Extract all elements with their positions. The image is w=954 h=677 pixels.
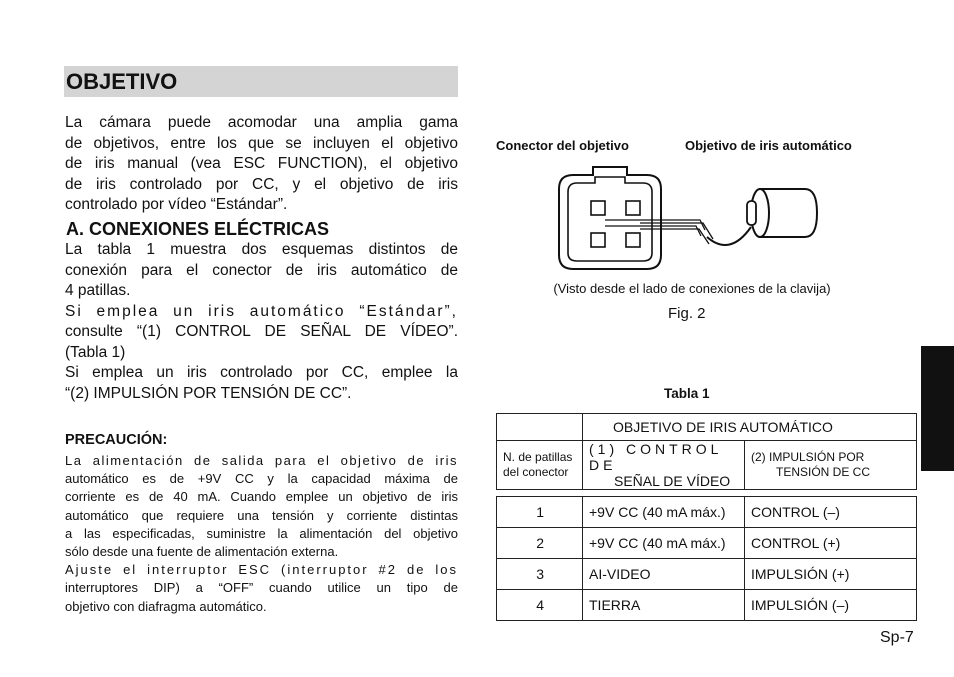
connector-label: Conector del objetivo [496,138,629,153]
pin-column-header [497,441,583,490]
caution-line: interruptores DIP) a “OFF” cuando utilice un tipo de [65,580,458,596]
caution-line: La alimentación de salida para el objetivo de iris [65,453,458,468]
connector-diagram [555,165,825,277]
connector-outline [559,167,661,269]
table-group-header-row [497,414,917,441]
connection-table [496,413,917,621]
pin-3 [591,233,605,247]
table-row [497,497,917,528]
intro-paragraph [65,113,458,216]
intro-line: de iris controlado por CC, y el objetivo de iris [65,175,458,193]
intro-line: La cámara puede acomodar una amplia gama [65,114,458,131]
lens-plug [747,201,756,225]
table-gap-row [497,490,917,497]
table-row [497,590,917,621]
pin-header-line: N. de patillas [503,450,573,464]
intro-line: controlado por vídeo “Estándar”. [65,196,288,213]
drive-value: CONTROL (–) [745,497,917,528]
control-header-line: SEÑAL DE VÍDEO [614,473,731,489]
drive-header-line: (2) IMPULSIÓN POR [751,450,865,464]
connections-line: Si emplea un iris controlado por CC, emplee la [65,364,458,381]
connections-paragraph [65,240,458,404]
connections-line: conexión para el conector de iris automático de [65,261,458,279]
table-title: Tabla 1 [664,386,710,401]
drive-value: CONTROL (+) [745,528,917,559]
drive-column-header [745,441,917,490]
caution-heading: PRECAUCIÓN: [65,432,168,448]
caution-line: automático es de +9V CC y la capacidad máxima de [65,471,458,487]
connections-line: Si emplea un iris automático “Estándar”, [65,302,458,320]
figure-caption: (Visto desde el lado de conexiones de la clavija) [553,281,831,296]
page-number: Sp-7 [880,629,914,646]
table-group-header: OBJETIVO DE IRIS AUTOMÁTICO [583,414,917,441]
table-row [497,559,917,590]
caution-line: objetivo con diafragma automático. [65,598,267,614]
table-column-header-row [497,441,917,490]
caution-line: corriente es de 40 mA. Cuando emplee un objetivo de iris [65,489,458,505]
pin-2 [626,201,640,215]
section-tab-marker [921,346,954,471]
connections-heading: A. CONEXIONES ELÉCTRICAS [66,219,330,239]
caution-line: automático que requiere una tensión y corriente distintas [65,507,458,523]
pin-1 [591,201,605,215]
control-value: AI-VIDEO [583,559,745,590]
caution-line: sólo desde una fuente de alimentación externa. [65,544,339,560]
pin-number: 1 [497,497,583,528]
pin-number: 4 [497,590,583,621]
pin-number: 2 [497,528,583,559]
caution-paragraph [65,452,458,616]
intro-line: de objetivos, entre los que se incluyen el objetivo [65,134,458,152]
control-header-line: (1) CONTROL DE [589,441,722,473]
control-value: +9V CC (40 mA máx.) [583,528,745,559]
intro-line: de iris manual (vea ESC FUNCTION), el objetivo [65,155,458,172]
pin-number: 3 [497,559,583,590]
caution-line: a las especificadas, suministre la alimentación del objetivo [65,525,458,541]
connections-line: “(2) IMPULSIÓN POR TENSIÓN DE CC”. [65,384,352,402]
drive-value: IMPULSIÓN (+) [745,559,917,590]
drive-header-line: TENSIÓN DE CC [776,465,871,479]
table-row [497,528,917,559]
pin-header-line: del conector [503,465,569,479]
connections-line: La tabla 1 muestra dos esquemas distintos de [65,241,458,258]
caution-line: Ajuste el interruptor ESC (interruptor #2 de los [65,562,458,578]
drive-value: IMPULSIÓN (–) [745,590,917,621]
figure-number: Fig. 2 [668,305,706,322]
section-title: OBJETIVO [66,69,178,94]
lens-cable [707,227,751,245]
connections-line: consulte “(1) CONTROL DE SEÑAL DE VÍDEO”. [65,323,458,340]
table-corner-cell [497,414,583,441]
lens-label: Objetivo de iris automático [685,138,852,153]
control-value: TIERRA [583,590,745,621]
control-value: +9V CC (40 mA máx.) [583,497,745,528]
pin-4 [626,233,640,247]
connections-line: 4 patillas. [65,282,131,299]
control-column-header [583,441,745,490]
connections-line: (Tabla 1) [65,343,126,361]
